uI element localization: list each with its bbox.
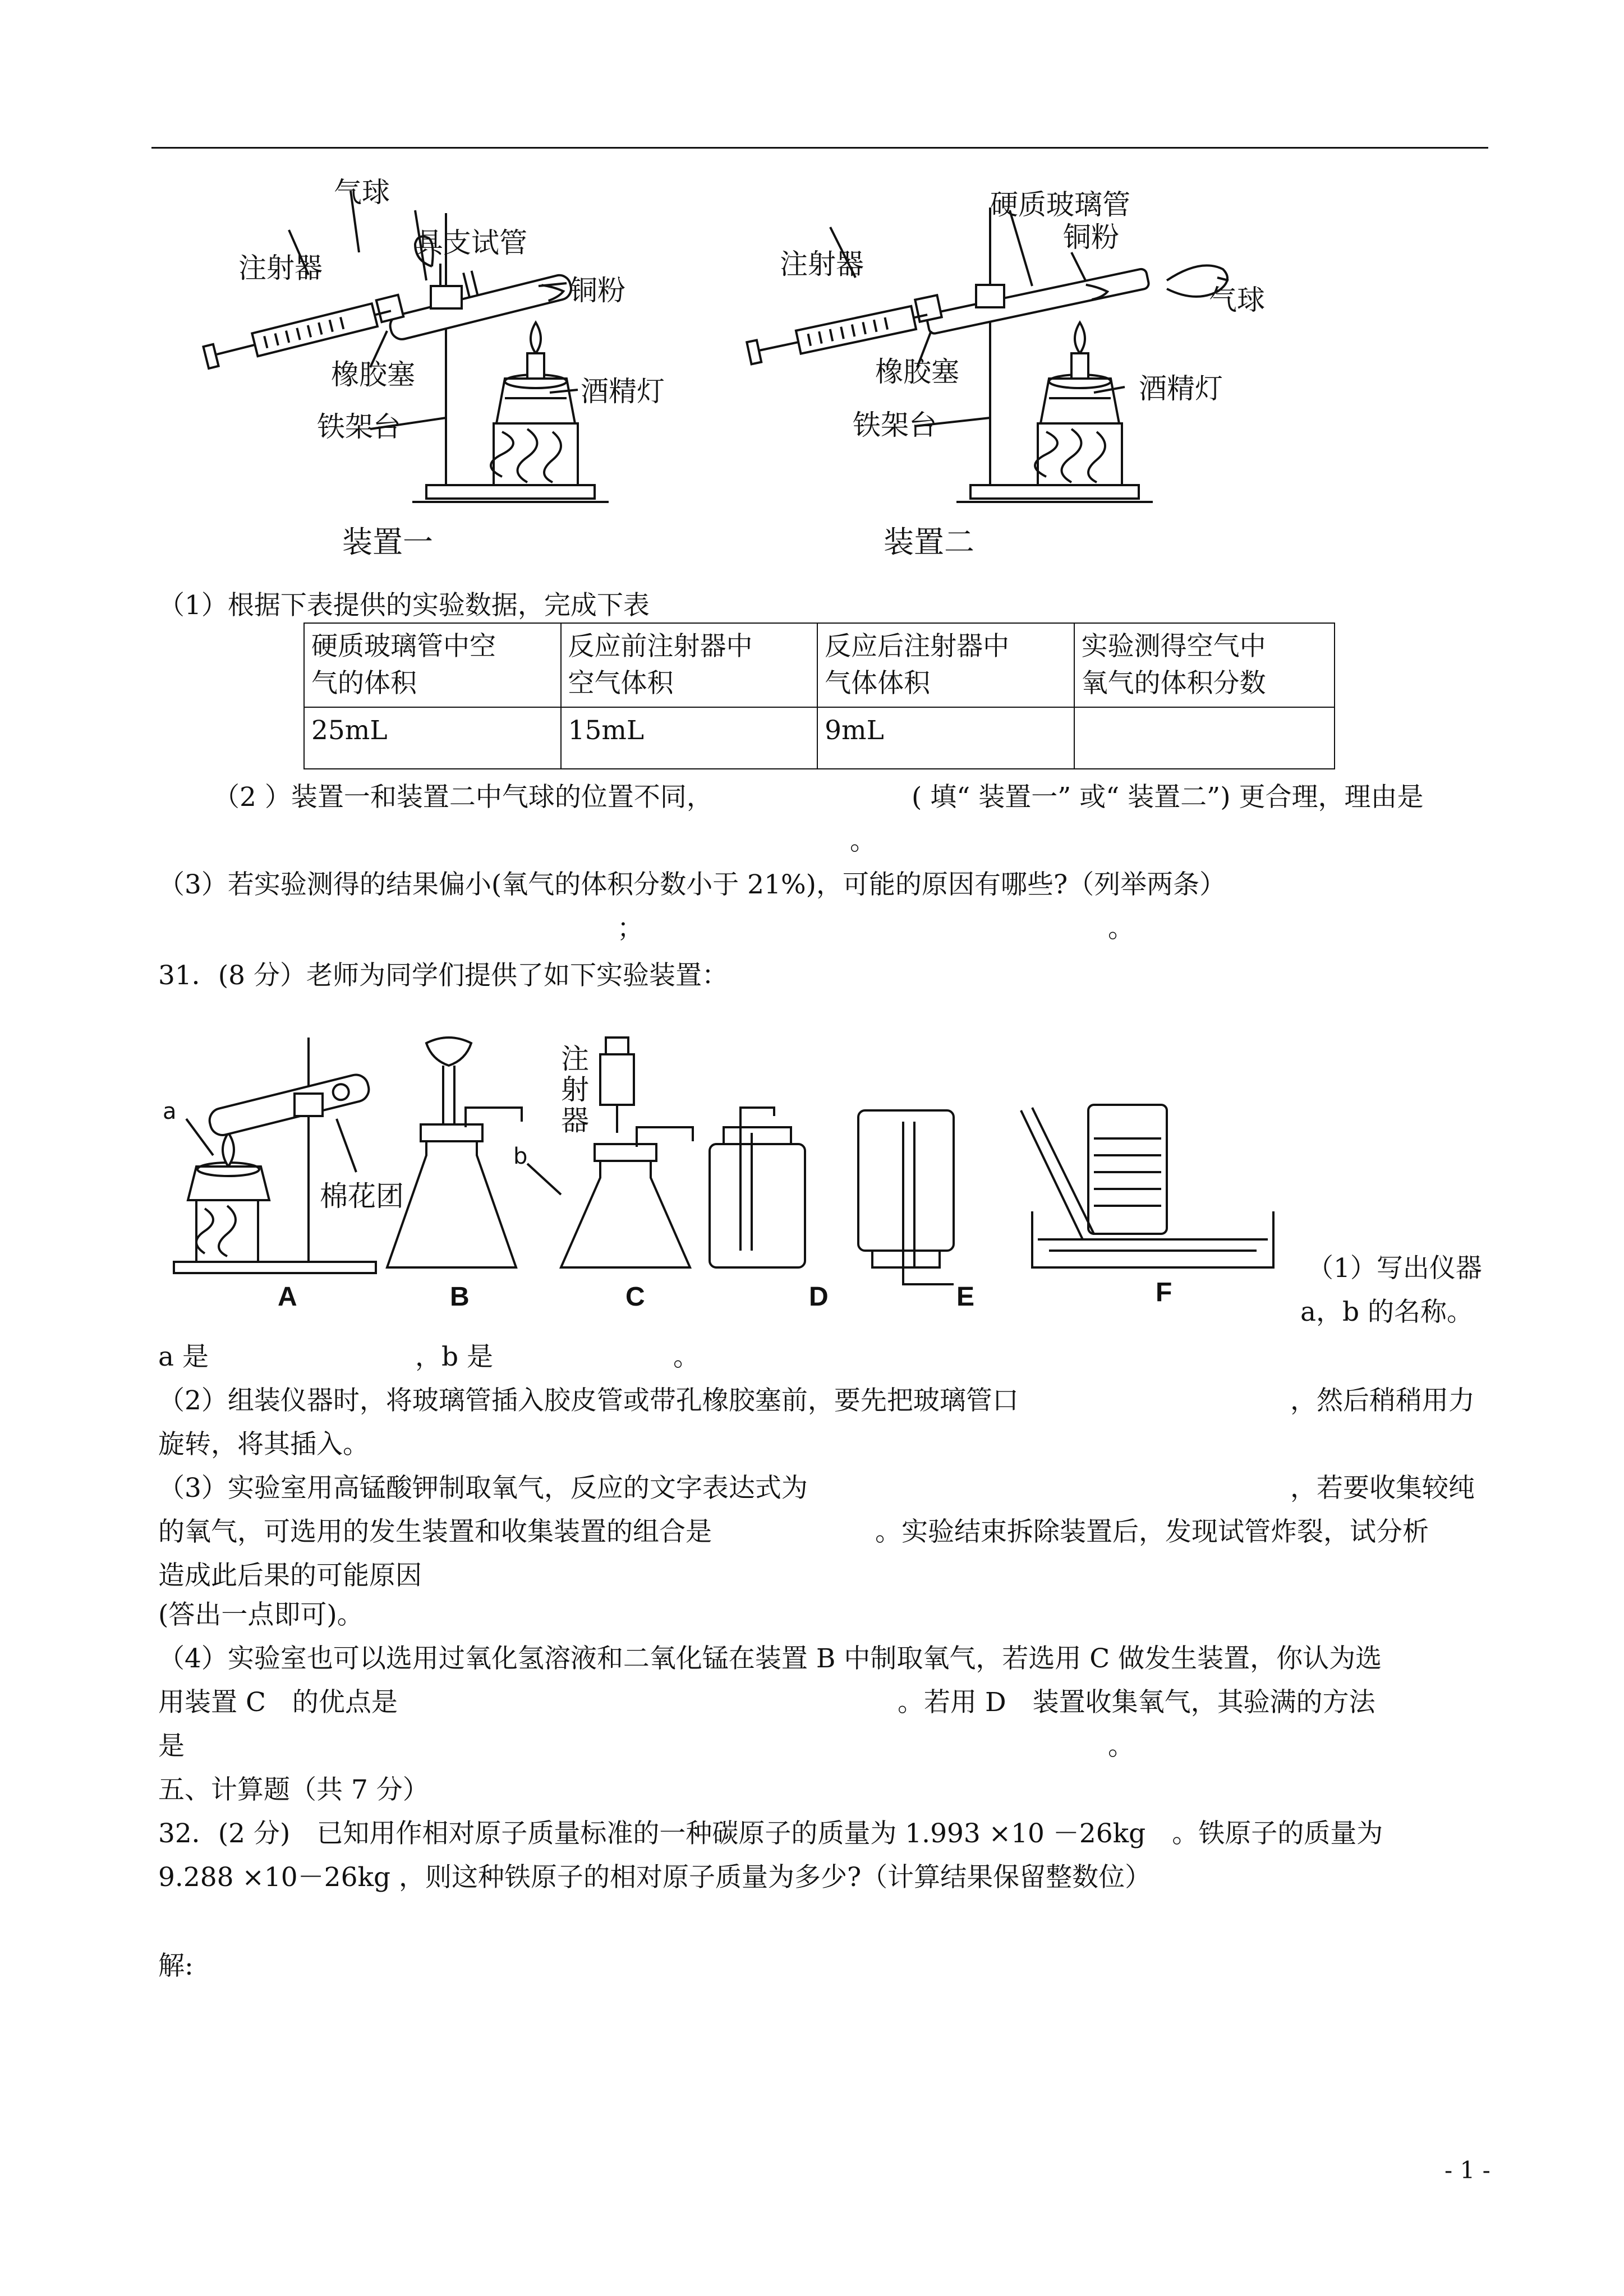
q31-part3-c: 的氧气，可选用的发生装置和收集装置的组合是 (158, 1516, 712, 1547)
letter-A: A (278, 1282, 297, 1312)
label-copper: 铜粉 (569, 274, 625, 307)
q30-part1: （1）根据下表提供的实验数据，完成下表 (158, 590, 650, 621)
label-balloon: 气球 (1209, 284, 1265, 316)
q30-part2-hint: ( 填“ 装置一” 或“ 装置二”) 更合理，理由是 (912, 782, 1424, 813)
q31-title: 31．(8 分）老师为同学们提供了如下实验装置： (158, 960, 728, 991)
caption-apparatus-two: 装置二 (884, 524, 974, 560)
q31-part1-names: a，b 的名称。 (1300, 1297, 1474, 1327)
label-glass-tube: 硬质玻璃管 (990, 188, 1130, 221)
q31-apparatus-figure (157, 1026, 1290, 1318)
label-syringe: 注射器 (238, 252, 323, 284)
q30-part3: （3）若实验测得的结果偏小(氧气的体积分数小于 21%)，可能的原因有哪些?（列举两条） (158, 869, 1226, 900)
letter-E: E (956, 1282, 975, 1312)
table-row (304, 707, 1335, 769)
label-syringe-v2: 射 (561, 1073, 589, 1106)
caption-apparatus-one: 装置一 (342, 524, 433, 560)
table-cell: 25mL (304, 707, 561, 769)
q31-part4-a: （4）实验室也可以选用过氧化氢溶液和二氧化锰在装置 B 中制取氧气，若选用 C 做发生装置，你认为选 (158, 1643, 1382, 1674)
q31-part3-a: （3）实验室用高锰酸钾制取氧气，反应的文字表达式为 (158, 1473, 808, 1504)
section5-title: 五、计算题（共 7 分） (158, 1774, 429, 1805)
label-stopper: 橡胶塞 (331, 358, 415, 391)
q31-part3-e: 造成此后果的可能原因 (158, 1560, 422, 1591)
q31-part4-c: 。若用 D 装置收集氧气，其验满的方法 (898, 1687, 1375, 1718)
q32-solution-label: 解: (158, 1951, 194, 1981)
label-syringe-v1: 注 (561, 1043, 589, 1075)
label-copper: 铜粉 (1063, 221, 1119, 253)
q31-part4-e: 。 (1108, 1731, 1134, 1762)
q31-part4-b: 用装置 C 的优点是 (158, 1687, 398, 1718)
q31-part2-c: 旋转，将其插入。 (158, 1429, 369, 1460)
label-lamp: 酒精灯 (581, 375, 665, 408)
q31-part4-d: 是 (158, 1731, 185, 1762)
q32-line1: 32．(2 分) 已知用作相对原子质量标准的一种碳原子的质量为 1.993 ×10 －26kg 。铁原子的质量为 (158, 1818, 1383, 1849)
apparatus-one-figure (191, 168, 740, 566)
q31-part2-a: （2）组装仪器时，将玻璃管插入胶皮管或带孔橡胶塞前，要先把玻璃管口 (158, 1385, 1019, 1416)
q31-part3-d: 。实验结束拆除装置后，发现试管炸裂，试分析 (875, 1516, 1429, 1547)
q31-part3-b: ，若要收集较纯 (1290, 1473, 1475, 1504)
q30-part2-end: 。 (850, 826, 876, 856)
letter-C: C (625, 1282, 645, 1312)
letter-D: D (809, 1282, 829, 1312)
label-stand: 铁架台 (853, 409, 937, 441)
q31-part1-b: ，b 是 (415, 1341, 494, 1372)
label-tube: 具支试管 (415, 227, 527, 259)
label-balloon: 气球 (334, 176, 390, 209)
table-header-cell: 反应后注射器中 气体体积 (817, 623, 1074, 707)
label-b: b (513, 1144, 528, 1169)
label-syringe-v3: 器 (561, 1104, 589, 1137)
page-number: - 1 - (1444, 2156, 1490, 2184)
q30-part3-semicolon: ； (617, 913, 643, 944)
q30-data-table (303, 623, 1335, 769)
apparatus-two-figure (735, 168, 1296, 566)
label-a: a (163, 1099, 177, 1124)
label-syringe: 注射器 (780, 248, 864, 280)
table-cell: 9mL (817, 707, 1074, 769)
q30-part2-lead: （2 ）装置一和装置二中气球的位置不同， (213, 782, 713, 813)
q30-part3-end: 。 (1108, 913, 1134, 944)
q31-part1-lead: （1）写出仪器 (1307, 1253, 1482, 1284)
table-cell-answer[interactable] (1074, 707, 1335, 769)
q32-line2: 9.288 ×10－26kg ，则这种铁原子的相对原子质量为多少?（计算结果保留整数位） (158, 1862, 1152, 1893)
table-header-cell: 反应前注射器中 空气体积 (561, 623, 818, 707)
table-header-row (304, 623, 1335, 707)
header-rule (151, 147, 1488, 149)
q31-part1-a: a 是 (158, 1341, 209, 1372)
label-stand: 铁架台 (317, 411, 401, 443)
letter-F: F (1156, 1278, 1172, 1307)
q31-part1-end: 。 (673, 1341, 700, 1372)
table-cell: 15mL (561, 707, 818, 769)
label-stopper: 橡胶塞 (875, 356, 959, 388)
q31-part2-b: ，然后稍稍用力 (1290, 1385, 1475, 1416)
table-header-cell: 实验测得空气中 氧气的体积分数 (1074, 623, 1335, 707)
label-cotton: 棉花团 (320, 1180, 404, 1212)
q31-part3-f: (答出一点即可)。 (158, 1599, 364, 1630)
label-lamp: 酒精灯 (1139, 372, 1223, 405)
letter-B: B (450, 1282, 470, 1312)
table-header-cell: 硬质玻璃管中空 气的体积 (304, 623, 561, 707)
